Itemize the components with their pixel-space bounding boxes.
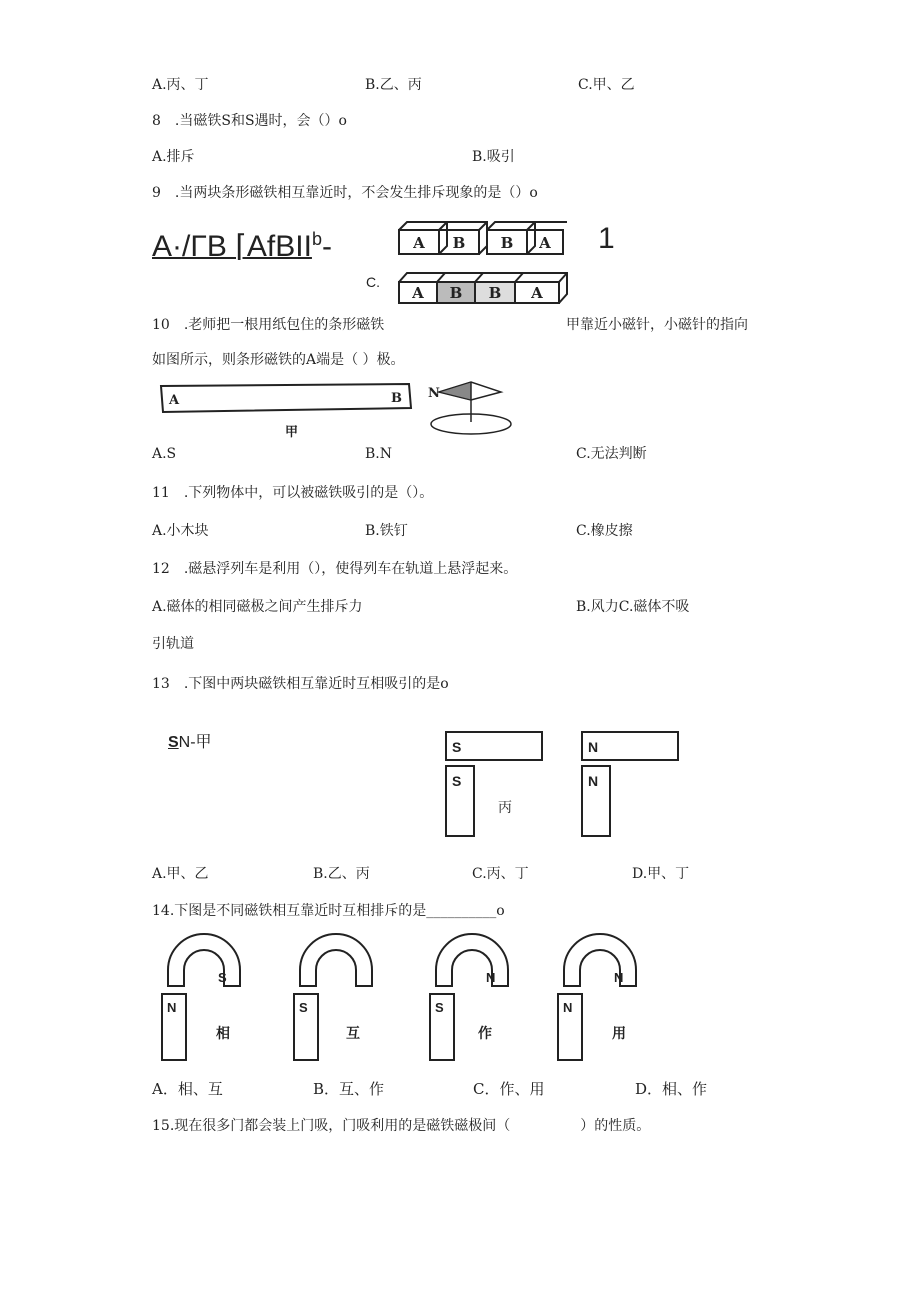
- q11-option-c: C.橡皮擦: [576, 523, 633, 539]
- q11-stem: 11 .下列物体中，可以被磁铁吸引的是（）。: [152, 485, 434, 501]
- q12-option-c-cont: 引轨道: [152, 636, 194, 652]
- q13-left-rest: N-甲: [178, 734, 212, 751]
- q9-option-a-text: A·/ΓB ⌈AfBII: [152, 230, 312, 263]
- q14-stem-end: o: [496, 903, 505, 919]
- q8-option-b: B.吸引: [472, 149, 515, 165]
- q12-option-bc: B.风力C.磁体不吸: [576, 599, 690, 615]
- q10-end-b: B: [391, 391, 402, 406]
- q9-c-block-4: A: [531, 284, 543, 302]
- q14-m2-name: 互: [346, 1025, 360, 1041]
- q9-option-d-number: 1: [598, 222, 615, 255]
- q13-left-s: S: [168, 734, 179, 751]
- q9-top-block-1: A: [413, 234, 425, 252]
- q9-c-block-3: B: [488, 284, 502, 302]
- q13-option-c: C.丙、丁: [472, 866, 529, 882]
- q14-m4-horseshoe-pole: N: [614, 970, 624, 985]
- q10-option-b: B.N: [365, 446, 392, 462]
- q14-option-b: B．互、作: [313, 1080, 385, 1098]
- q13-figure-ding: [576, 726, 686, 841]
- q13-right-bottom-pole: N: [588, 773, 599, 789]
- q14-option-a: A．相、互: [152, 1080, 223, 1098]
- q14-m1-bar-pole: N: [167, 1000, 177, 1015]
- q13-option-b: B.乙、丙: [313, 866, 370, 882]
- q12-option-a: A.磁体的相同磁极之间产生排斥力: [152, 599, 363, 615]
- q9-top-block-4: A: [539, 234, 551, 252]
- q14-blank: __________: [426, 903, 497, 919]
- q9-option-a-garbled: [152, 222, 332, 264]
- q13-mid-top-pole: S: [452, 739, 462, 755]
- q14-m4-bar-pole: N: [563, 1000, 573, 1015]
- q9-figure-top-blocks: [395, 218, 570, 258]
- q7-option-b: B.乙、丙: [365, 77, 422, 93]
- q7-option-a: A.丙、丁: [152, 77, 209, 93]
- q10-stem-right: 甲靠近小磁针，小磁针的指向: [566, 317, 748, 333]
- q14-stem: [152, 902, 505, 920]
- q15-stem: 15.现在很多门都会装上门吸，门吸利用的是磁铁磁极间（ ）的性质。: [152, 1118, 651, 1134]
- q9-stem: 9 .当两块条形磁铁相互靠近时，不会发生排斥现象的是（）o: [152, 185, 538, 201]
- q13-option-d: D.甲、丁: [632, 866, 690, 882]
- q9-option-a-dash: -: [321, 230, 332, 263]
- q13-mid-name: 丙: [498, 800, 512, 816]
- q14-m3-horseshoe-pole: N: [486, 970, 496, 985]
- q10-needle-label: N: [428, 386, 440, 401]
- q9-top-block-2: B: [452, 234, 466, 252]
- q14-m3-bar-pole: S: [435, 1000, 444, 1015]
- q13-stem: 13 .下图中两块磁铁相互靠近时互相吸引的是o: [152, 676, 449, 692]
- q13-right-top-pole: N: [588, 739, 599, 755]
- q14-magnet-zuo: [426, 930, 526, 1065]
- q13-mid-bottom-pole: S: [452, 773, 462, 789]
- q9-c-block-1: A: [412, 284, 424, 302]
- q10-magnet-name: 甲: [285, 425, 299, 440]
- q14-m2-bar-pole: S: [299, 1000, 308, 1015]
- q12-stem: 12 .磁悬浮列车是利用（），使得列车在轨道上悬浮起来。: [152, 561, 518, 577]
- q10-compass-needle-figure: [425, 378, 520, 438]
- q13-figure-left-label: [168, 734, 212, 752]
- q14-option-c: C．作、用: [473, 1080, 545, 1098]
- q14-option-d: D．相、作: [635, 1080, 708, 1098]
- q10-bar-magnet-figure: [155, 378, 425, 440]
- q7-option-c: C.甲、乙: [578, 77, 635, 93]
- q9-figure-c-blocks: [395, 270, 570, 306]
- q11-option-a: A.小木块: [152, 523, 209, 539]
- q10-end-a: A: [169, 393, 180, 408]
- q14-stem-text: 14.下图是不同磁铁相互靠近时互相排斥的是: [152, 903, 427, 919]
- q14-m4-name: 用: [612, 1025, 626, 1041]
- q14-magnet-hu: [290, 930, 390, 1065]
- q11-option-b: B.铁钉: [365, 523, 408, 539]
- q10-stem-line2: 如图所示，则条形磁铁的A端是（ ）极。: [152, 352, 405, 368]
- q14-m3-name: 作: [478, 1025, 492, 1041]
- q10-option-a: A.S: [152, 446, 177, 462]
- q10-stem-left: 10 .老师把一根用纸包住的条形磁铁: [152, 317, 385, 333]
- q9-option-c-label: C.: [366, 274, 380, 290]
- q8-stem: 8 .当磁铁S和S遇时，会（）o: [152, 113, 347, 129]
- q14-m1-horseshoe-pole: S: [218, 970, 227, 985]
- q13-option-a: A.甲、乙: [152, 866, 209, 882]
- q13-figure-bing: [440, 726, 550, 841]
- q9-option-a-sup: b: [311, 229, 322, 249]
- q9-top-block-3: B: [500, 234, 514, 252]
- q10-option-c: C.无法判断: [576, 446, 647, 462]
- q14-magnet-yong: [554, 930, 654, 1065]
- q9-c-block-2: B: [449, 284, 463, 302]
- q8-option-a: A.排斥: [152, 149, 195, 165]
- q14-m1-name: 相: [216, 1025, 230, 1041]
- q14-magnet-xiang: [158, 930, 258, 1065]
